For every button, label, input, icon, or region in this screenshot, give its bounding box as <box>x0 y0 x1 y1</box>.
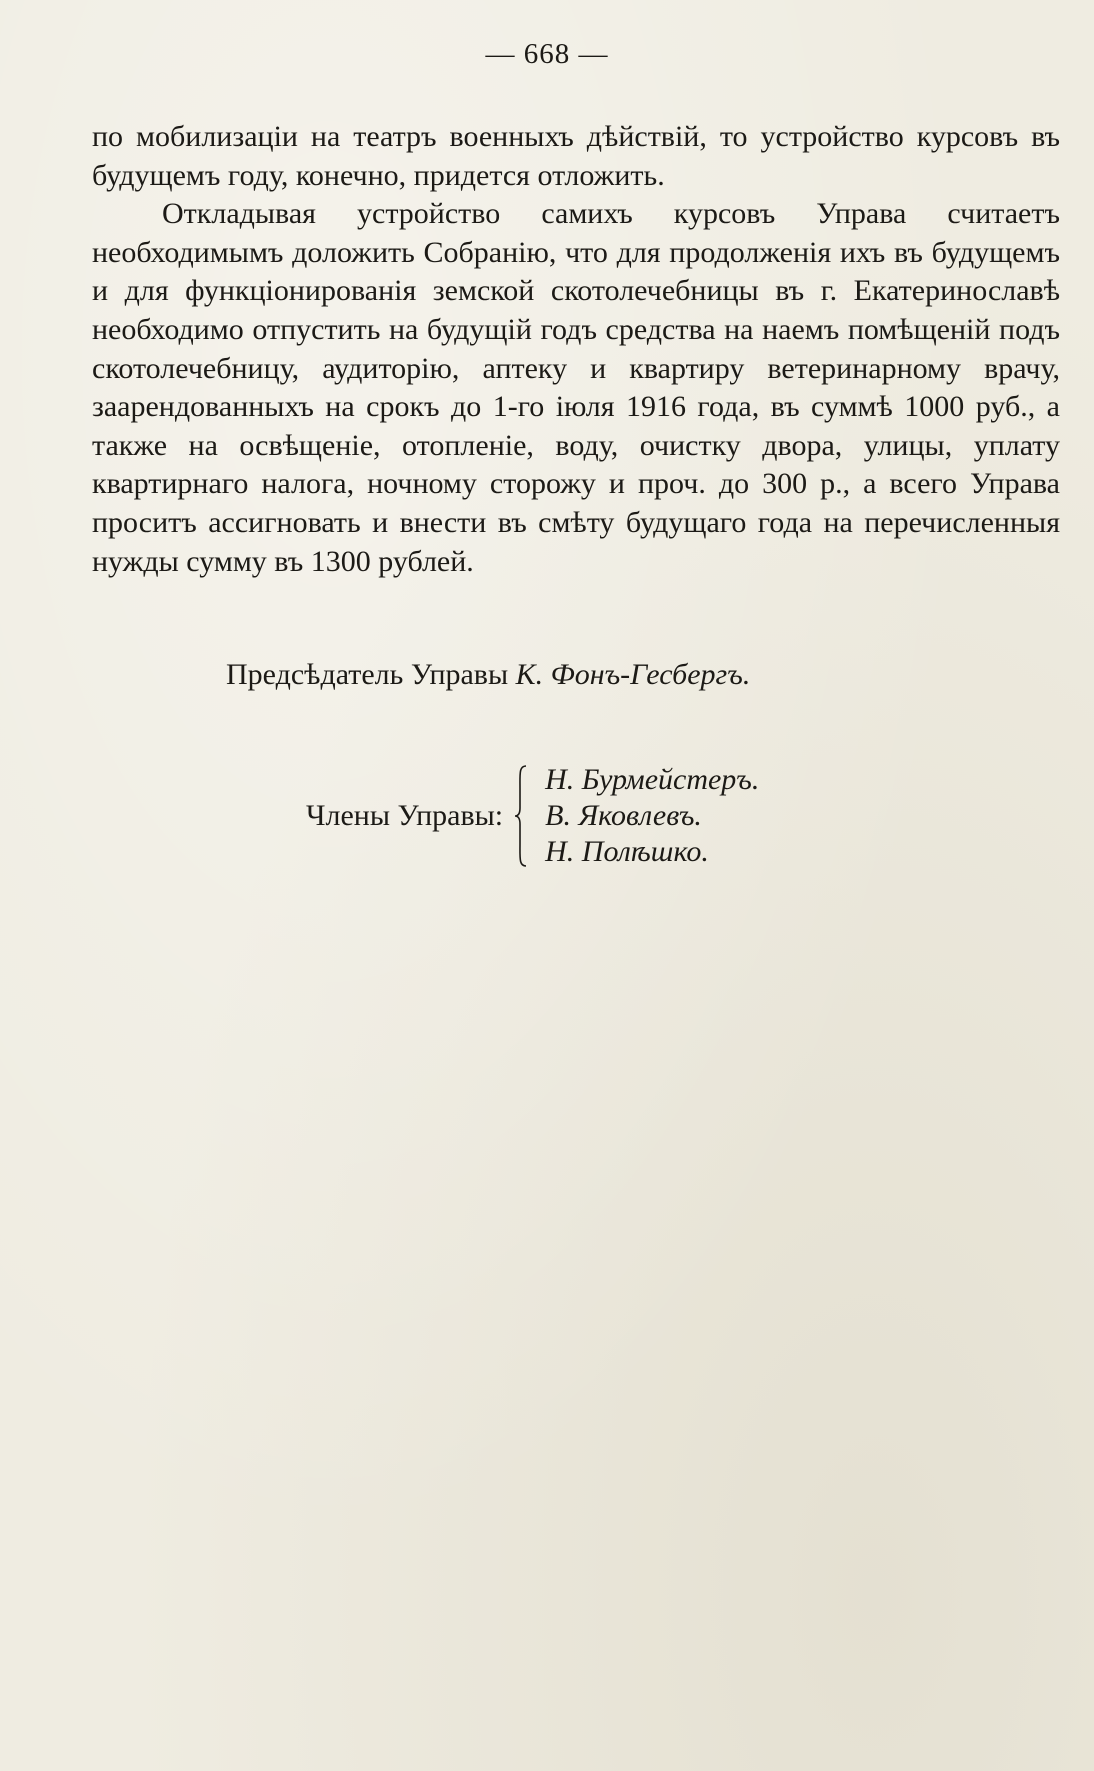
body-text <box>92 118 1060 581</box>
member-list <box>545 762 759 870</box>
page-number: — 668 — <box>485 38 609 70</box>
member-name: Н. Полѣшко. <box>545 835 709 868</box>
chairman-signature <box>226 658 750 692</box>
member-name: Н. Бурмейстеръ. <box>545 763 760 796</box>
chairman-label: Предсѣдатель Управы <box>226 658 509 691</box>
paragraph-2: Откладывая устройство самихъ курсовъ Управа считаетъ необходимымъ доложить Собранію, что для продолженія ихъ въ будущемъ и для функціонированія земской скотолечебницы въ г. Екатеринославѣ необходимо отпустить на будущій годъ средства на наемъ помѣщеній подъ скотолечебницу, аудиторію, аптеку и квартиру ветеринарному врачу, заарендованныхъ на срокъ до 1-го іюля 1916 года, въ суммѣ 1000 руб., а также на освѣщеніе, отопленіе, воду, очистку двора, улицы, уплату квартирнаго налога, ночному сторожу и проч. до 300 р., а всего Управа проситъ ассигновать и внести въ смѣту будущаго года на перечисленныя нужды сумму въ 1300 рублей. <box>92 197 1060 578</box>
chairman-name: К. Фонъ-Гесбергъ. <box>515 658 751 691</box>
members-signature <box>306 762 759 870</box>
brace-icon <box>513 764 529 868</box>
members-label: Члены Управы: <box>306 799 504 832</box>
member-name: В. Яковлевъ. <box>545 799 702 832</box>
paragraph-1: по мобилизаціи на театръ военныхъ дѣйствій, то устройство курсовъ въ будущемъ году, конечно, придется отложить. <box>92 120 1060 192</box>
